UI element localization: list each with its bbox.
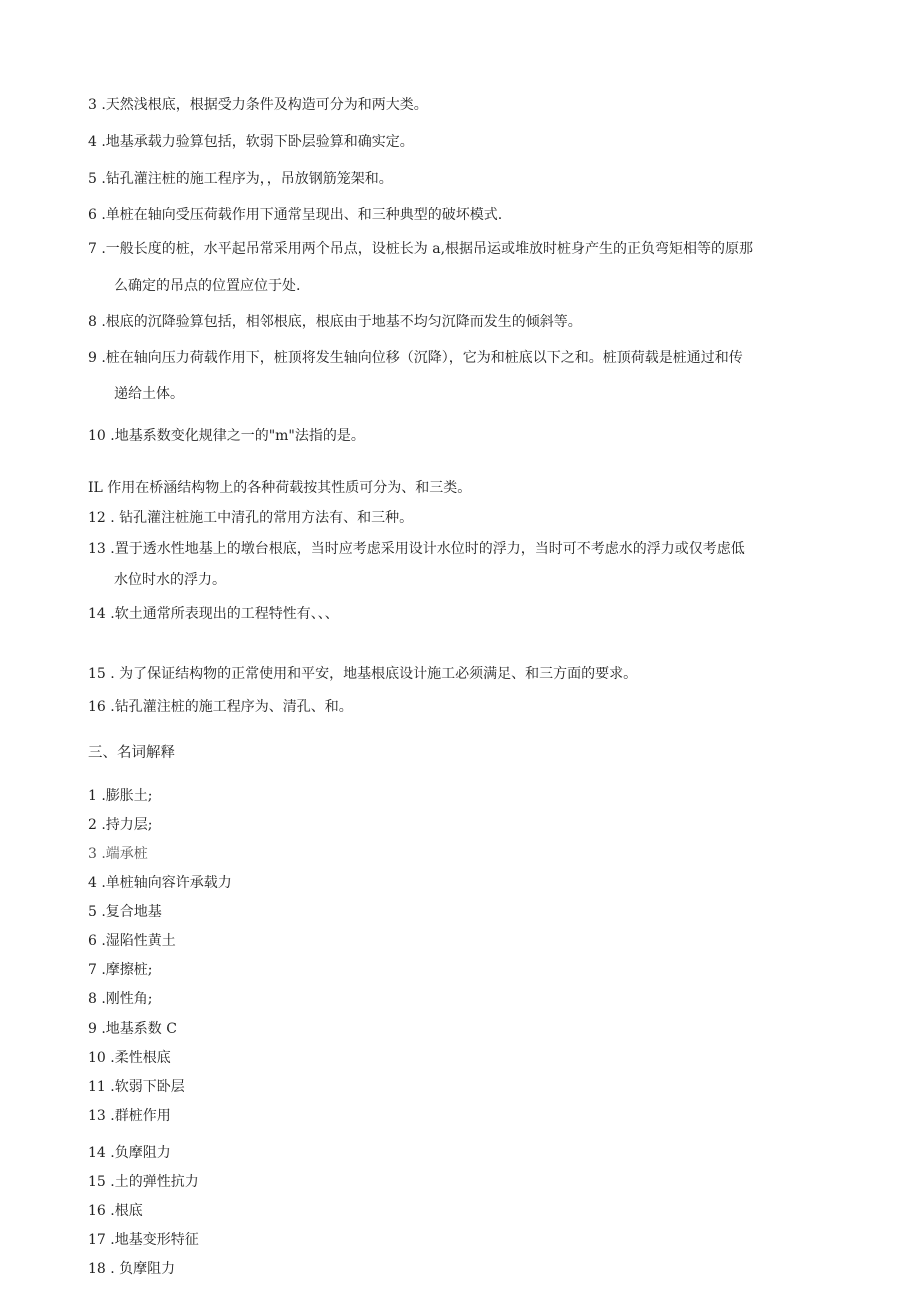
question-7: 7 .一般长度的桩，水平起吊常采用两个吊点，设桩长为 a,根据吊运或堆放时桩身产生的正负弯矩相等的原那	[88, 241, 754, 257]
section-title: 三、名词解释	[88, 745, 175, 761]
term-item: 17 .地基变形特征	[88, 1232, 199, 1248]
term-item: 8 .刚性角;	[88, 991, 153, 1007]
question-11: IL 作用在桥涵结构物上的各种荷载按其性质可分为、和三类。	[88, 480, 472, 496]
question-16: 16 .钻孔灌注桩的施工程序为、清孔、和。	[88, 699, 353, 715]
question-13: 13 .置于透水性地基上的墩台根底，当时应考虑采用设计水位时的浮力，当时可不考虑水的浮力或仅考虑低	[88, 541, 745, 557]
term-item: 16 .根底	[88, 1203, 143, 1219]
question-14: 14 .软土通常所表现出的工程特性有、、、	[88, 606, 339, 622]
term-item: 7 .摩擦桩;	[88, 962, 153, 978]
question-8: 8 .根底的沉降验算包括，相邻根底，根底由于地基不均匀沉降而发生的倾斜等。	[88, 314, 582, 330]
term-item: 14 .负摩阻力	[88, 1145, 171, 1161]
term-item: 6 .湿陷性黄土	[88, 933, 176, 949]
question-9: 9 .桩在轴向压力荷载作用下，桩顶将发生轴向位移（沉降），它为和桩底以下之和。桩顶荷载是桩通过和传	[88, 350, 743, 366]
question-15: 15 . 为了保证结构物的正常使用和平安，地基根底设计施工必须满足、和三方面的要求。	[88, 666, 638, 682]
question-9-continuation: 递给土体。	[114, 386, 184, 402]
term-item: 9 .地基系数 C	[88, 1021, 177, 1037]
question-4: 4 .地基承载力验算包括，软弱下卧层验算和确实定。	[88, 134, 414, 150]
question-10: 10 .地基系数变化规律之一的"m"法指的是。	[88, 428, 365, 444]
term-item: 11 .软弱下卧层	[88, 1079, 185, 1095]
term-item: 5 .复合地基	[88, 904, 162, 920]
question-12: 12 . 钻孔灌注桩施工中清孔的常用方法有、和三种。	[88, 510, 414, 526]
term-item: 15 .土的弹性抗力	[88, 1174, 199, 1190]
question-7-continuation: 么确定的吊点的位置应位于处.	[114, 278, 301, 294]
term-item: 1 .膨胀土;	[88, 788, 153, 804]
term-item: 3 .端承桩	[88, 846, 148, 862]
question-5: 5 .钻孔灌注桩的施工程序为，，吊放钢筋笼架和。	[88, 171, 393, 187]
term-item: 4 .单桩轴向容许承载力	[88, 875, 232, 891]
question-13-continuation: 水位时水的浮力。	[114, 572, 226, 588]
term-item: 10 .柔性根底	[88, 1050, 171, 1066]
term-item: 18 . 负摩阻力	[88, 1261, 176, 1277]
term-item: 2 .持力层;	[88, 817, 153, 833]
question-6: 6 .单桩在轴向受压荷载作用下通常呈现出、和三种典型的破坏模式.	[88, 207, 503, 223]
term-item: 13 .群桩作用	[88, 1108, 171, 1124]
question-3: 3 .天然浅根底，根据受力条件及构造可分为和两大类。	[88, 97, 428, 113]
